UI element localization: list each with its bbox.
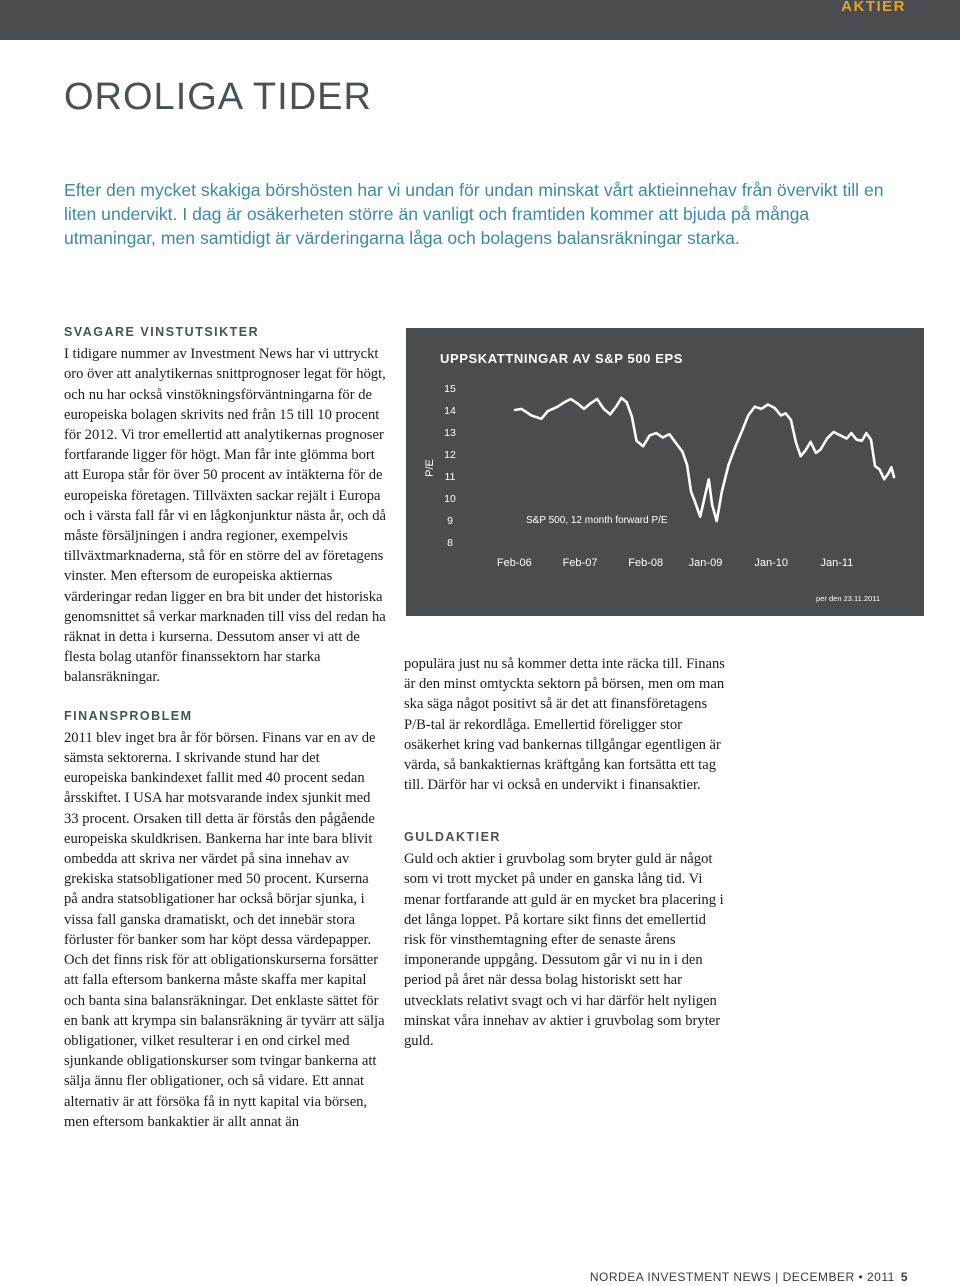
y-tick-label: 10 (444, 493, 456, 505)
x-tick-label: Jan-11 (820, 557, 854, 569)
column-left (64, 322, 386, 1132)
pe-chart (406, 328, 924, 616)
y-tick-label: 13 (444, 427, 456, 439)
page-footer (590, 1270, 908, 1284)
x-tick-label: Feb-07 (562, 557, 598, 569)
heading-guldaktier: GULDAKTIER (404, 830, 501, 844)
x-tick-label: Feb-08 (628, 557, 664, 569)
pe-chart-svg (406, 328, 924, 616)
y-tick-label: 8 (447, 537, 453, 549)
footer-publication: NORDEA INVESTMENT NEWS | DECEMBER • 2011 (589, 1270, 895, 1284)
chart-note: per den 23.11.2011 (816, 594, 880, 603)
chart-ylabel: P/E (424, 459, 436, 477)
heading-finansproblem: FINANSPROBLEM (64, 708, 193, 723)
series-legend-label: S&P 500, 12 month forward P/E (526, 514, 668, 526)
chart-title: UPPSKATTNINGAR AV S&P 500 EPS (440, 351, 684, 366)
paragraph-vinstutsikter: I tidigare nummer av Investment News har vi uttryckt oro över att analytikernas snittprognoser legat för högt, och nu har också vinstökningsförväntningarna för de europeiska bolagen skrivits ned från 15 till 10 procent för 2012. Vi tror emellertid att analytikernas prognoser fortfarande ligger för högt. Man får inte glömma bort att Europa står för över 50 procent av intäkterna för de europeiska företagen. Tillväxten sackar rejält i Europa och i värsta fall får vi en lågkonjunktur nästa år, och då måste försäljningen i andra regioner, exempelvis tillväxtmarknaderna, stå för en större del av företagens vinster. Men eftersom de europeiska aktiernas värderingar redan ligger en bra bit under det historiska genomsnittet så verkar marknaden till viss del redan ha räknat in detta i kurserna. Dessutom anser vi att de flesta bolag utanför finanssektorn har starka balansräkningar. (64, 346, 386, 686)
page-title: OROLIGA TIDER (64, 76, 372, 118)
y-tick-label: 14 (444, 405, 456, 417)
column-right-top (404, 654, 730, 795)
page-number: 5 (900, 1270, 908, 1284)
x-tick-label: Feb-06 (496, 557, 532, 569)
y-tick-label: 9 (447, 515, 453, 527)
section-tag: AKTIER (841, 0, 906, 15)
series-line (515, 398, 894, 521)
top-bar (0, 0, 960, 40)
heading-svagare-vinstutsikter: SVAGARE VINSTUTSIKTER (64, 325, 260, 339)
x-tick-label: Jan-10 (754, 557, 789, 569)
paragraph-finansproblem: 2011 blev inget bra år för börsen. Finans var en av de sämsta sektorerna. I skrivande stund har det europeiska bankindexet fallit med 40 procent sedan årsskiftet. I USA har motsvarande index sjunkit med 33 procent. Orsaken till detta är förstås den pågående europeiska skuldkrisen. Bankerna har inte bara blivit ombedda att skriva ner värdet på sina innehav av grekiska statsobligationer med 50 procent. Kurserna på andra statsobligationer har också börjar sjunka, i vissa fall ganska dramatiskt, och det innebär stora förluster för banker som har köpt dessa värdepapper. Och det finns risk för att obligationskurserna forsätter att falla eftersom bankerna måste skaffa mer kapital och banta sina balansräkningar. Det enklaste sättet för en bank att krympa sin balansräkning är tyvärr att sälja obligationer, vilket resulterar i en ond cirkel med sjunkande obligationskurser som tvingar bankerna att sälja ännu fler obligationer, och så vidare. Ett annat alternativ är att försöka få in nytt kapital via börsen, men eftersom bankaktier är allt annat än (64, 729, 385, 1130)
column-right-bottom (404, 827, 730, 1051)
y-tick-label: 12 (444, 449, 456, 461)
y-tick-label: 11 (444, 471, 456, 483)
x-tick-label: Jan-09 (688, 557, 723, 569)
paragraph-guldaktier: Guld och aktier i gruvbolag som bryter guld är något som vi trott mycket på under en ganska lång tid. Vi menar fortfarande att guld är en mycket bra placering i det långa loppet. På kortare sikt finns det emellertid risk för vinsthemtagning efter de senaste årens imponerande uppgång. Dessutom går vi nu in i den period på året när dessa bolag historiskt sett har utvecklats relativt svagt och vi har därför helt nyligen minskat våra innehav av aktier i gruvbolag som bryter guld. (404, 851, 724, 1050)
paragraph-finans-continued: populära just nu så kommer detta inte räcka till. Finans är den minst omtyckta sektorn på börsen, men om man ska säga något positivt så är det att finansföretagens P/B-tal är rekordlåga. Emellertid föreligger stor osäkerhet kring vad bankernas tillgångar egentligen är värda, så bankaktiernas kräftgång kan fortsätta ett tag till. Därför har vi också en undervikt i finansaktier. (404, 656, 725, 794)
lead-paragraph: Efter den mycket skakiga börshösten har vi undan för undan minskat vårt aktieinnehav från övervikt till en liten undervikt. I dag är osäkerheten större än vanligt och framtiden kommer att bjuda på många utmaningar, men samtidigt är värderingarna låga och bolagens balansräkningar starka. (64, 180, 884, 248)
y-tick-label: 15 (444, 383, 456, 395)
